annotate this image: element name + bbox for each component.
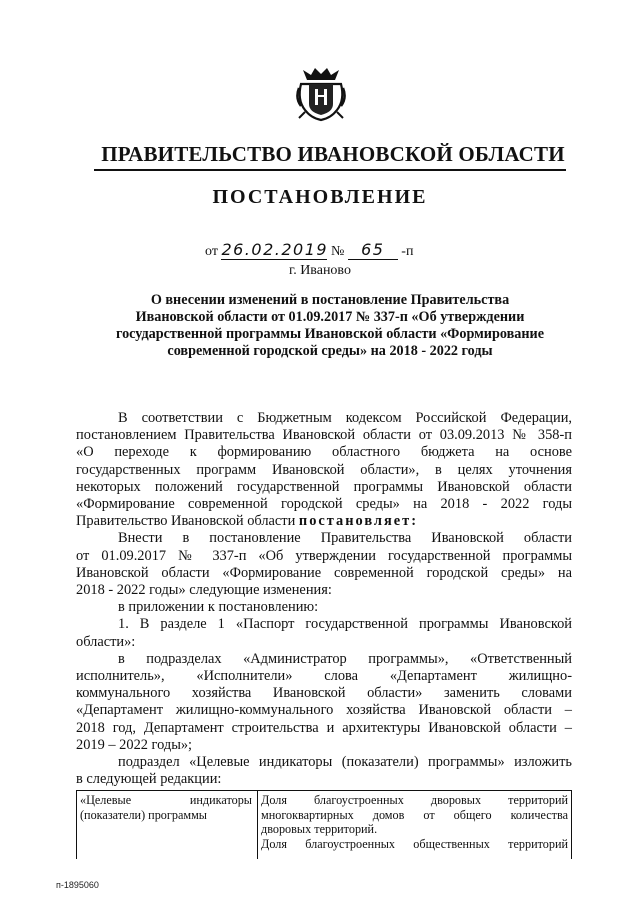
document-type: ПОСТАНОВЛЕНИЕ (212, 186, 428, 208)
indicators-table (76, 790, 572, 859)
document-code: п-1895060 (56, 880, 99, 890)
coat-of-arms-icon (295, 66, 347, 122)
body-line: от 01.09.2017 № 337-п «Об утверждении государственной программы (76, 547, 572, 564)
date-prefix: от (205, 244, 218, 259)
decree-word: постановляет: (298, 513, 419, 530)
heading-line: государственной программы Ивановской области «Формирование (115, 326, 544, 342)
heading-line: О внесении изменений в постановление Правительства (150, 292, 510, 308)
table-value-cell (257, 791, 571, 859)
body-line: в приложении к постановлению: (118, 599, 319, 616)
body-line: области»: (76, 633, 136, 650)
body-line: исполнитель», «Исполнители» слова «Департамент жилищно- (76, 668, 572, 685)
body-line (76, 513, 572, 530)
body-line: 2018 - 2022 годы» следующие изменения: (76, 582, 332, 599)
body-line: В соответствии с Бюджетным кодексом Российской Федерации, (118, 410, 572, 426)
city: г. Иваново (289, 263, 351, 278)
table-text: Доля благоустроенных общественных территорий (261, 836, 568, 851)
body-line: «Департамент жилищно-коммунального хозяйства Ивановской области – (76, 702, 572, 719)
number-suffix: -п (401, 244, 414, 259)
body-line: «О переходе к формированию областного бюджета на основе (76, 444, 572, 461)
body-line: государственных программ Ивановской области», в целях уточнения (76, 461, 572, 478)
body-line: Внести в постановление Правительства Ивановской области (118, 530, 572, 547)
table-text: многоквартирных домов от общего количества (261, 807, 568, 822)
government-title: ПРАВИТЕЛЬСТВО ИВАНОВСКОЙ ОБЛАСТИ (101, 142, 565, 166)
document-body (76, 410, 572, 788)
table-text: дворовых территорий. (261, 822, 378, 837)
body-line: 1. В разделе 1 «Паспорт государственной программы Ивановской (118, 616, 572, 633)
number-sign: № (330, 244, 345, 259)
title-underline (94, 169, 566, 171)
body-line: «Формирование современной городской среды» на 2018 - 2022 годы (76, 496, 572, 513)
body-line: 2018 год, Департамент строительства и архитектуры Ивановской области – (76, 719, 572, 736)
body-line: подраздел «Целевые индикаторы (показатели) программы» изложить (118, 754, 572, 771)
body-line: коммунального хозяйства Ивановской области» заменить словами (76, 685, 572, 702)
heading-line: современной городской среды» на 2018 - 2022 годы (167, 343, 493, 359)
body-line: 2019 – 2022 годы»; (76, 736, 193, 753)
table-label-cell (77, 791, 255, 824)
body-line: постановлением Правительства Ивановской области от 03.09.2013 № 358-п (76, 427, 572, 444)
table-text: (показатели) программы (80, 807, 207, 822)
body-line: Ивановской области «Формирование современной городской среды» на (76, 564, 572, 581)
document-number: 65 (348, 240, 398, 260)
heading-line: Ивановской области от 01.09.2017 № 337-п «Об утверждении (135, 309, 525, 325)
document-heading (100, 292, 560, 360)
table-text: Доля благоустроенных дворовых территорий (261, 793, 568, 807)
table-text: «Целевые индикаторы (80, 793, 252, 807)
body-line: некоторых положений государственной программы Ивановской области (76, 478, 572, 495)
document-date: 26.02.2019 (221, 240, 329, 259)
body-line: в следующей редакции: (76, 771, 222, 788)
body-text: Правительство Ивановской области (76, 513, 296, 530)
body-line: в подразделах «Администратор программы», «Ответственный (118, 650, 572, 667)
date-number-line (205, 240, 413, 260)
